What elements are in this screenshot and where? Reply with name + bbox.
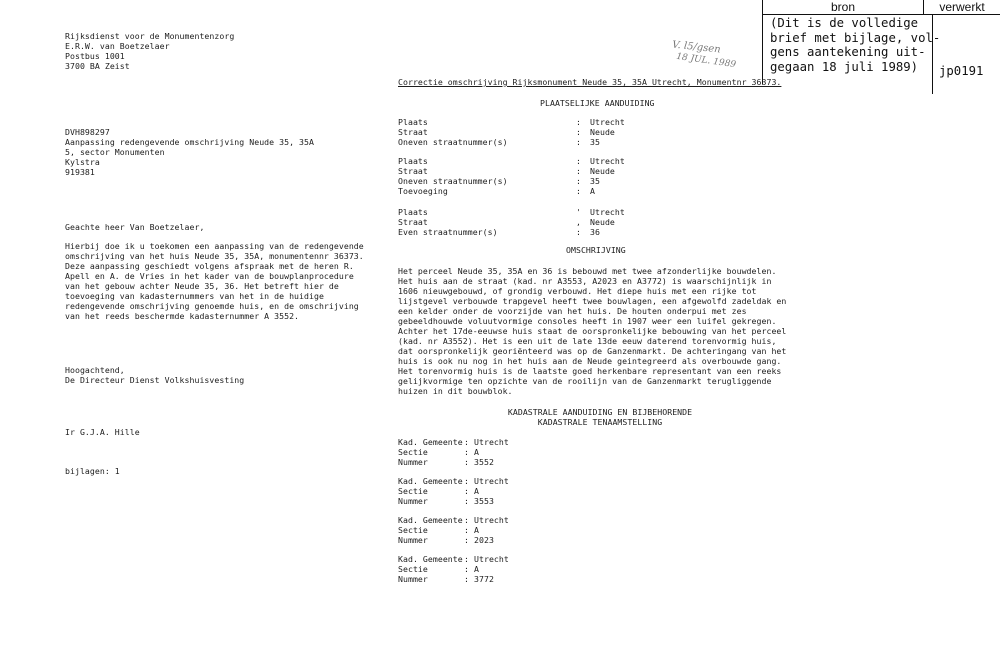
field-value: Utrecht <box>474 476 509 486</box>
field-label: Straat <box>398 127 428 137</box>
field-value: 3553 <box>474 496 494 506</box>
cadastral-entry <box>398 437 509 467</box>
cadastral-row <box>398 574 509 584</box>
field-label: Plaats <box>398 207 428 217</box>
reference-line: 5, sector Monumenten <box>65 147 165 157</box>
field-separator: : <box>576 166 581 176</box>
note-line: gegaan 18 juli 1989) <box>770 59 919 74</box>
field-value: 3772 <box>474 574 494 584</box>
letter-body-line: redengevende omschrijving genoemde huis, en de omschrijving <box>65 301 359 311</box>
closing-line: De Directeur Dienst Volkshuisvesting <box>65 375 245 385</box>
field-label: Kad. Gemeente <box>398 515 463 525</box>
location-group <box>398 156 625 196</box>
letter-body-line: van het reeds beschermde kadasternummer A 3552. <box>65 311 300 321</box>
cadastral-entry <box>398 476 509 506</box>
signature: Ir G.J.A. Hille <box>65 427 140 437</box>
reference-block <box>65 127 314 177</box>
description-line: Het perceel Neude 35, 35A en 36 is bebouwd met twee afzonderlijke bouwdelen. <box>398 266 777 276</box>
field-separator: : <box>576 186 581 196</box>
field-separator: : <box>464 476 469 486</box>
cadastral-row <box>398 437 509 447</box>
description-line: 1606 nieuwgebouwd, of grondig verbouwd. Het diepe huis met een rijke tot <box>398 286 757 296</box>
cadastral-row <box>398 564 509 574</box>
description-line: huis is ook nu nog in het huis aan de Neude geintegreerd als overbouwde gang. <box>398 356 782 366</box>
letter-body-line: Hierbij doe ik u toekomen een aanpassing van de redengevende <box>65 241 364 251</box>
field-value: A <box>474 525 479 535</box>
location-row <box>398 176 625 186</box>
field-value: 35 <box>590 137 600 147</box>
cadastral-heading-line: KADASTRALE TENAAMSTELLING <box>537 417 663 427</box>
field-value: A <box>474 564 479 574</box>
field-label: Even straatnummer(s) <box>398 227 498 237</box>
letter-greeting: Geachte heer Van Boetzelaer, <box>65 222 205 232</box>
field-separator: : <box>576 137 581 147</box>
description-line: Het torenvormig huis is de laatste goed herkenbare representant van een reeks <box>398 366 782 376</box>
field-label: Kad. Gemeente <box>398 437 463 447</box>
location-row <box>398 127 625 137</box>
field-value: 36 <box>590 227 600 237</box>
handwritten-note: V. l5/gsen <box>671 39 722 56</box>
field-label: Oneven straatnummer(s) <box>398 176 508 186</box>
field-value: Neude <box>590 217 615 227</box>
field-label: Straat <box>398 217 428 227</box>
reference-line: DVH898297 <box>65 127 110 137</box>
field-value: 2023 <box>474 535 494 545</box>
description-heading: OMSCHRIJVING <box>566 245 626 255</box>
field-label: Kad. Gemeente <box>398 554 463 564</box>
field-separator: : <box>464 486 469 496</box>
archive-header <box>762 0 1000 15</box>
location-row <box>398 186 625 196</box>
field-value: A <box>474 447 479 457</box>
field-separator: : <box>464 564 469 574</box>
location-row <box>398 117 625 127</box>
letter-body-line: Apell en A. de Vries in het kader van de bouwplanprocedure <box>65 271 354 281</box>
field-value: 35 <box>590 176 600 186</box>
attachments: bijlagen: 1 <box>65 466 120 476</box>
cadastral-entry <box>398 515 509 545</box>
field-value: Utrecht <box>474 437 509 447</box>
cadastral-entry <box>398 554 509 584</box>
field-separator: ' <box>576 207 581 217</box>
cadastral-heading <box>470 407 730 427</box>
field-value: Neude <box>590 127 615 137</box>
field-separator: : <box>464 437 469 447</box>
field-separator: : <box>464 457 469 467</box>
field-separator: , <box>576 217 581 227</box>
field-separator: : <box>464 574 469 584</box>
description-line: (kad. nr A3552). Het is een uit de late 13de eeuw daterend torenvormig huis, <box>398 336 777 346</box>
description-line: gebeeldhouwde voluutvormige consoles heeft in 1907 weer een luifel gekregen. <box>398 316 777 326</box>
field-separator: : <box>576 227 581 237</box>
archive-note <box>770 16 941 74</box>
field-value: 3552 <box>474 457 494 467</box>
field-label: Sectie <box>398 447 428 457</box>
field-separator: : <box>464 496 469 506</box>
cadastral-row <box>398 515 509 525</box>
sender-line: Postbus 1001 <box>65 51 125 61</box>
location-row <box>398 217 625 227</box>
header-verwerkt: verwerkt <box>923 0 1000 14</box>
description-line: huizen in dit bouwblok. <box>398 386 513 396</box>
field-separator: : <box>464 515 469 525</box>
field-value: Utrecht <box>590 156 625 166</box>
location-group <box>398 207 625 237</box>
reference-line: Aanpassing redengevende omschrijving Neude 35, 35A <box>65 137 314 147</box>
field-label: Sectie <box>398 564 428 574</box>
field-value: A <box>474 486 479 496</box>
location-row <box>398 156 625 166</box>
field-value: Utrecht <box>474 515 509 525</box>
letter-body-line: omschrijving van het huis Neude 35, 35A, monumentennr 36373. <box>65 251 364 261</box>
description-line: lijstgevel verbouwde trapgevel heeft twee bouwlagen, een afgewolfd zadeldak en <box>398 296 787 306</box>
column-divider <box>762 14 763 84</box>
cadastral-heading-line: KADASTRALE AANDUIDING EN BIJBEHORENDE <box>507 407 693 417</box>
field-label: Nummer <box>398 574 428 584</box>
note-line: (Dit is de volledige <box>770 16 919 30</box>
description-text <box>398 266 786 396</box>
field-value: Utrecht <box>474 554 509 564</box>
cadastral-row <box>398 525 509 535</box>
location-row <box>398 227 625 237</box>
letter-body <box>65 241 364 321</box>
cadastral-row <box>398 476 509 486</box>
field-label: Sectie <box>398 486 428 496</box>
field-separator: : <box>464 525 469 535</box>
reference-line: Kylstra <box>65 157 100 167</box>
field-label: Oneven straatnummer(s) <box>398 137 508 147</box>
sender-line: Rijksdienst voor de Monumentenzorg <box>65 31 235 41</box>
sender-line: E.R.W. van Boetzelaer <box>65 41 170 51</box>
field-label: Nummer <box>398 496 428 506</box>
letter-body-line: toevoeging van kadasternummers van het in de huidige <box>65 291 324 301</box>
field-separator: : <box>576 156 581 166</box>
sender-line: 3700 BA Zeist <box>65 61 130 71</box>
cadastral-row <box>398 447 509 457</box>
field-value: Utrecht <box>590 117 625 127</box>
field-label: Toevoeging <box>398 186 448 196</box>
description-line: dat oorspronkelijk georiënteerd was op de Ganzenmarkt. De achteringang van het <box>398 346 787 356</box>
location-row <box>398 137 625 147</box>
cadastral-row <box>398 486 509 496</box>
field-label: Kad. Gemeente <box>398 476 463 486</box>
letter-body-line: van het gebouw achter Neude 35, 36. Het betreft hier de <box>65 281 339 291</box>
letter-body-line: Deze aanpassing geschiedt volgens afspraak met de heren R. <box>65 261 354 271</box>
letter-closing <box>65 365 244 385</box>
description-line: Het huis aan de straat (kad. nr A3553, A2023 en A3772) is waarschijnlijk in <box>398 276 772 286</box>
description-line: gelijkvormige ten opzichte van de rooilijn van de Ganzenmarkt terugliggende <box>398 376 772 386</box>
closing-line: Hoogachtend, <box>65 365 125 375</box>
field-label: Straat <box>398 166 428 176</box>
handwritten-date: 18 JUL. 1989 <box>675 51 737 71</box>
field-label: Nummer <box>398 535 428 545</box>
note-line: brief met bijlage, vol- <box>770 30 941 45</box>
location-row <box>398 166 625 176</box>
field-label: Nummer <box>398 457 428 467</box>
field-label: Sectie <box>398 525 428 535</box>
field-value: Neude <box>590 166 615 176</box>
cadastral-row <box>398 496 509 506</box>
annex-title: Correctie omschrijving Rijksmonument Neude 35, 35A Utrecht, Monumentnr 36373. <box>398 77 782 87</box>
field-label: Plaats <box>398 156 428 166</box>
description-line: een kelder onder de voorzijde van het huis. De houten onderpui met zes <box>398 306 747 316</box>
field-separator: : <box>576 176 581 186</box>
archive-code: jp0191 <box>939 64 984 78</box>
location-row <box>398 207 625 217</box>
field-separator: : <box>576 117 581 127</box>
reference-line: 919381 <box>65 167 95 177</box>
location-group <box>398 117 625 147</box>
cadastral-row <box>398 457 509 467</box>
field-value: Utrecht <box>590 207 625 217</box>
note-line: gens aantekening uit- <box>770 45 926 60</box>
description-line: Achter het 17de-eeuwse huis staat de oorspronkelijke bebouwing van het perceel <box>398 326 787 336</box>
field-separator: : <box>576 127 581 137</box>
field-separator: : <box>464 447 469 457</box>
cadastral-row <box>398 554 509 564</box>
field-separator: : <box>464 535 469 545</box>
field-label: Plaats <box>398 117 428 127</box>
location-heading: PLAATSELIJKE AANDUIDING <box>540 98 655 108</box>
sender-address <box>65 31 234 71</box>
field-separator: : <box>464 554 469 564</box>
field-value: A <box>590 186 595 196</box>
header-bron: bron <box>762 0 923 14</box>
cadastral-row <box>398 535 509 545</box>
